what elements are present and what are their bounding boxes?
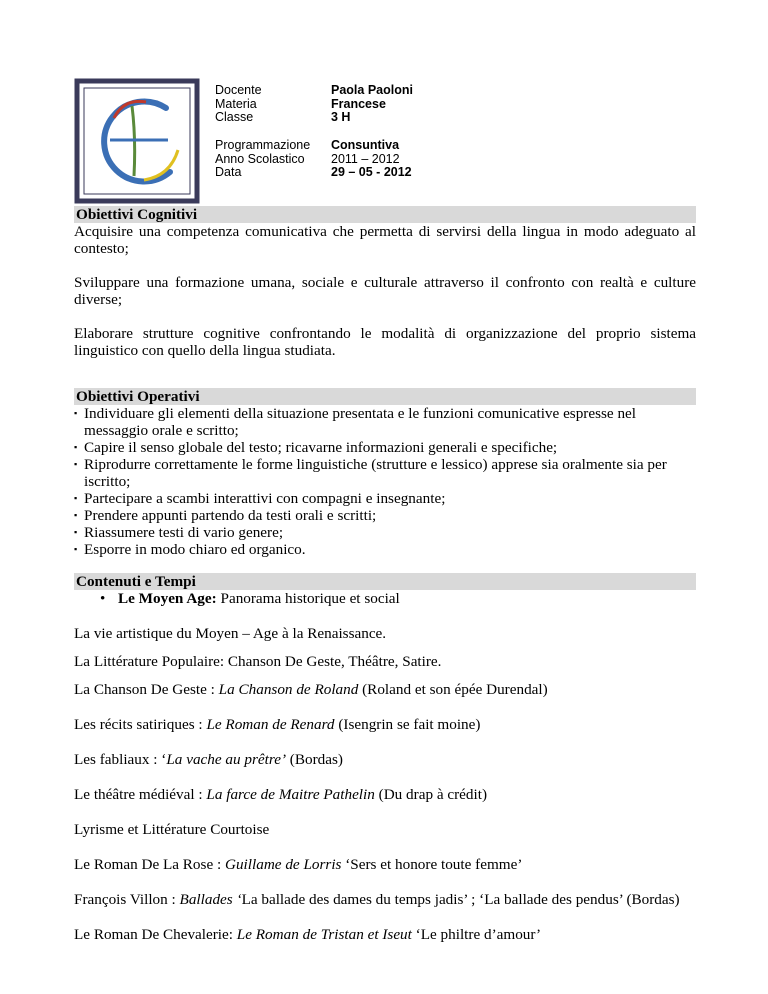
value-data: 29 – 05 - 2012	[331, 165, 412, 179]
bullet-icon: •	[100, 590, 106, 607]
header-values-top	[331, 84, 413, 125]
section-heading-contenuti-e-tempi: Contenuti e Tempi	[74, 573, 696, 590]
label-classe: Classe	[215, 110, 254, 124]
label-materia: Materia	[215, 96, 257, 111]
value-docente: Paola Paoloni	[331, 83, 413, 97]
label-anno-scolastico: Anno Scolastico	[215, 151, 305, 166]
document-body	[74, 206, 696, 943]
value-classe: 3 H	[331, 110, 351, 124]
label-data: Data	[215, 165, 242, 179]
content-line: Le Roman De Chevalerie: Le Roman de Tristan et Iseut ‘Le philtre d’amour’	[74, 926, 542, 943]
content-line: Les récits satiriques : Le Roman de Renard (Isengrin se fait moine)	[74, 716, 481, 733]
school-emblem-icon	[74, 78, 200, 204]
paragraph: Acquisire una competenza comunicativa che permetta di servirsi della lingua in modo adeguato al contesto;	[74, 223, 696, 257]
list-item: ▪ Partecipare a scambi interattivi con compagni e insegnante;	[74, 490, 696, 507]
list-item: • Le Moyen Age: Panorama historique et social	[100, 590, 400, 607]
content-line: La vie artistique du Moyen – Age à la Renaissance.	[74, 625, 387, 642]
value-materia: Francese	[331, 96, 386, 111]
list-item: ▪ Esporre in modo chiaro ed organico.	[74, 541, 696, 558]
content-line: La Chanson De Geste : La Chanson de Roland (Roland et son épée Durendal)	[74, 681, 548, 698]
content-line: Le Roman De La Rose : Guillame de Lorris ‘Sers et honore toute femme’	[74, 856, 523, 873]
section-heading-obiettivi-operativi: Obiettivi Operativi	[74, 388, 696, 405]
header-labels-top	[215, 84, 262, 125]
header-labels-bottom	[215, 139, 310, 180]
content-line: Lyrisme et Littérature Courtoise	[74, 821, 270, 838]
content-line: Les fabliaux : ‘La vache au prêtre’ (Bordas)	[74, 751, 343, 768]
content-line: Le théâtre médiéval : La farce de Maitre Pathelin (Du drap à crédit)	[74, 786, 488, 803]
content-line: La Littérature Populaire: Chanson De Geste, Théâtre, Satire.	[74, 653, 442, 670]
list-item: ▪ Riprodurre correttamente le forme linguistiche (strutture e lessico) apprese sia oralmente sia per iscritto;	[74, 456, 696, 490]
list-item: ▪ Riassumere testi di vario genere;	[74, 524, 696, 541]
section-heading-obiettivi-cognitivi: Obiettivi Cognitivi	[74, 206, 696, 223]
value-anno-scolastico: 2011 – 2012	[331, 151, 400, 166]
label-programmazione: Programmazione	[215, 138, 311, 152]
paragraph: Sviluppare una formazione umana, sociale e culturale attraverso il confronto con realtà e culture diverse;	[74, 274, 696, 308]
content-line: François Villon : Ballades ‘La ballade des dames du temps jadis’ ; ‘La ballade des pendus’ (Bordas)	[74, 891, 680, 908]
list-item: ▪ Individuare gli elementi della situazione presentata e le funzioni comunicative espresse nel messaggio orale e scritto;	[74, 405, 696, 439]
value-programmazione: Consuntiva	[331, 138, 400, 152]
list-item: ▪ Prendere appunti partendo da testi orali e scritti;	[74, 507, 696, 524]
list-item: ▪ Capire il senso globale del testo; ricavarne informazioni generali e specifiche;	[74, 439, 696, 456]
header-values-bottom	[331, 139, 412, 180]
label-docente: Docente	[215, 83, 262, 97]
paragraph: Elaborare strutture cognitive confrontando le modalità di organizzazione del proprio sistema linguistico con quello della lingua studiata.	[74, 325, 696, 359]
